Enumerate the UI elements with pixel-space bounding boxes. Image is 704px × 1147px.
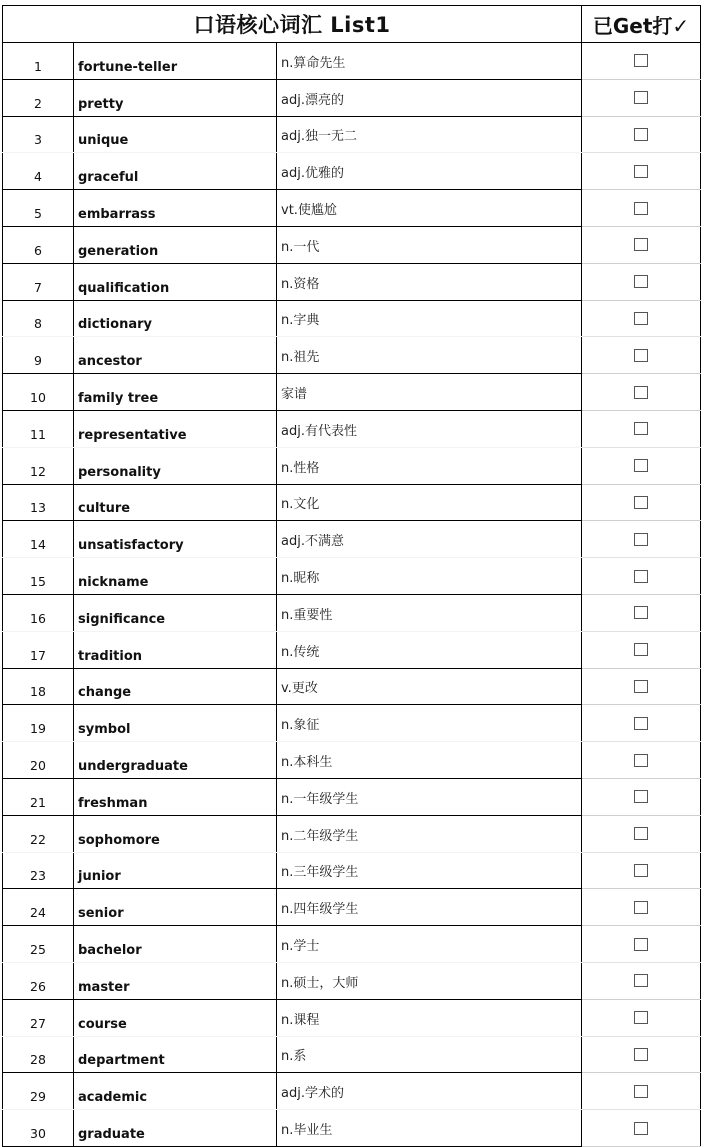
checkbox-cell: [582, 226, 701, 263]
chinese-definition: n.重要性: [277, 594, 582, 631]
table-row: [3, 1036, 701, 1073]
table-row: [3, 705, 701, 742]
row-number: 23: [3, 852, 74, 889]
chinese-definition: vt.使尴尬: [277, 190, 582, 227]
english-word: family tree: [74, 374, 277, 411]
mastered-checkbox[interactable]: [634, 128, 648, 141]
checkbox-cell: [582, 410, 701, 447]
checkbox-cell: [582, 668, 701, 705]
mastered-checkbox[interactable]: [634, 1085, 648, 1098]
mastered-checkbox[interactable]: [634, 864, 648, 877]
chinese-definition: n.二年级学生: [277, 815, 582, 852]
chinese-definition: n.资格: [277, 263, 582, 300]
checkbox-cell: [582, 521, 701, 558]
list-title-cell: [3, 6, 582, 43]
mastered-checkbox[interactable]: [634, 54, 648, 67]
row-number: 9: [3, 337, 74, 374]
chinese-definition: n.祖先: [277, 337, 582, 374]
row-number: 15: [3, 558, 74, 595]
english-word: qualification: [74, 263, 277, 300]
checkbox-cell: [582, 705, 701, 742]
list-title: 口语核心词汇 List1: [193, 13, 391, 37]
row-number: 26: [3, 962, 74, 999]
chinese-definition: n.三年级学生: [277, 852, 582, 889]
chinese-definition: n.硕士，大师: [277, 962, 582, 999]
row-number: 13: [3, 484, 74, 521]
row-number: 11: [3, 410, 74, 447]
row-number: 7: [3, 263, 74, 300]
checkbox-cell: [582, 263, 701, 300]
row-number: 1: [3, 43, 74, 80]
mastered-checkbox[interactable]: [634, 1011, 648, 1024]
checkbox-cell: [582, 116, 701, 153]
chinese-definition: n.文化: [277, 484, 582, 521]
english-word: tradition: [74, 631, 277, 668]
mastered-checkbox[interactable]: [634, 165, 648, 178]
row-number: 4: [3, 153, 74, 190]
checkbox-cell: [582, 962, 701, 999]
chinese-definition: n.昵称: [277, 558, 582, 595]
row-number: 16: [3, 594, 74, 631]
row-number: 17: [3, 631, 74, 668]
row-number: 21: [3, 778, 74, 815]
table-row: [3, 447, 701, 484]
chinese-definition: n.课程: [277, 999, 582, 1036]
mastered-checkbox[interactable]: [634, 1048, 648, 1061]
mastered-checkbox[interactable]: [634, 827, 648, 840]
english-word: academic: [74, 1073, 277, 1110]
mastered-checkbox[interactable]: [634, 790, 648, 803]
mastered-checkbox[interactable]: [634, 533, 648, 546]
chinese-definition: n.象征: [277, 705, 582, 742]
row-number: 6: [3, 226, 74, 263]
table-row: [3, 962, 701, 999]
english-word: personality: [74, 447, 277, 484]
checkbox-cell: [582, 447, 701, 484]
english-word: ancestor: [74, 337, 277, 374]
english-word: graduate: [74, 1110, 277, 1147]
mastered-checkbox[interactable]: [634, 606, 648, 619]
english-word: junior: [74, 852, 277, 889]
english-word: unique: [74, 116, 277, 153]
mastered-checkbox[interactable]: [634, 349, 648, 362]
table-row: [3, 153, 701, 190]
english-word: change: [74, 668, 277, 705]
vocabulary-sheet: [2, 5, 700, 1147]
table-row: [3, 337, 701, 374]
mastered-checkbox[interactable]: [634, 717, 648, 730]
mastered-checkbox[interactable]: [634, 202, 648, 215]
english-word: representative: [74, 410, 277, 447]
table-row: [3, 190, 701, 227]
row-number: 22: [3, 815, 74, 852]
row-number: 27: [3, 999, 74, 1036]
table-row: [3, 778, 701, 815]
mastered-checkbox[interactable]: [634, 938, 648, 951]
english-word: generation: [74, 226, 277, 263]
english-word: fortune-teller: [74, 43, 277, 80]
mastered-checkbox[interactable]: [634, 754, 648, 767]
chinese-definition: n.毕业生: [277, 1110, 582, 1147]
checkbox-cell: [582, 999, 701, 1036]
chinese-definition: n.字典: [277, 300, 582, 337]
row-number: 14: [3, 521, 74, 558]
row-number: 20: [3, 742, 74, 779]
english-word: nickname: [74, 558, 277, 595]
chinese-definition: n.系: [277, 1036, 582, 1073]
english-word: course: [74, 999, 277, 1036]
table-row: [3, 226, 701, 263]
checkbox-cell: [582, 1036, 701, 1073]
table-row: [3, 300, 701, 337]
english-word: graceful: [74, 153, 277, 190]
header-row: [3, 6, 701, 43]
english-word: unsatisfactory: [74, 521, 277, 558]
table-row: [3, 484, 701, 521]
checkbox-cell: [582, 153, 701, 190]
row-number: 3: [3, 116, 74, 153]
row-number: 2: [3, 79, 74, 116]
english-word: undergraduate: [74, 742, 277, 779]
chinese-definition: n.学士: [277, 926, 582, 963]
mastered-checkbox[interactable]: [634, 974, 648, 987]
checkbox-cell: [582, 778, 701, 815]
english-word: pretty: [74, 79, 277, 116]
row-number: 5: [3, 190, 74, 227]
english-word: senior: [74, 889, 277, 926]
checkbox-cell: [582, 300, 701, 337]
checkbox-cell: [582, 43, 701, 80]
checkbox-cell: [582, 889, 701, 926]
chinese-definition: n.算命先生: [277, 43, 582, 80]
row-number: 19: [3, 705, 74, 742]
checkbox-cell: [582, 594, 701, 631]
checkbox-cell: [582, 484, 701, 521]
table-row: [3, 999, 701, 1036]
checkbox-cell: [582, 558, 701, 595]
row-number: 28: [3, 1036, 74, 1073]
checkbox-cell: [582, 1073, 701, 1110]
mastered-checkbox[interactable]: [634, 91, 648, 104]
english-word: department: [74, 1036, 277, 1073]
english-word: bachelor: [74, 926, 277, 963]
chinese-definition: adj.学术的: [277, 1073, 582, 1110]
table-row: [3, 521, 701, 558]
table-row: [3, 631, 701, 668]
mastered-checkbox[interactable]: [634, 312, 648, 325]
vocabulary-table: [2, 5, 701, 1147]
table-row: [3, 558, 701, 595]
table-row: [3, 263, 701, 300]
word-list: [3, 43, 701, 1147]
table-row: [3, 1073, 701, 1110]
chinese-definition: adj.有代表性: [277, 410, 582, 447]
row-number: 10: [3, 374, 74, 411]
checkbox-cell: [582, 79, 701, 116]
chinese-definition: 家谱: [277, 374, 582, 411]
checkbox-cell: [582, 852, 701, 889]
table-row: [3, 43, 701, 80]
english-word: culture: [74, 484, 277, 521]
chinese-definition: adj.优雅的: [277, 153, 582, 190]
english-word: freshman: [74, 778, 277, 815]
chinese-definition: adj.独一无二: [277, 116, 582, 153]
english-word: master: [74, 962, 277, 999]
mastered-checkbox[interactable]: [634, 643, 648, 656]
table-row: [3, 374, 701, 411]
mastered-checkbox[interactable]: [634, 275, 648, 288]
table-row: [3, 889, 701, 926]
mastered-checkbox[interactable]: [634, 238, 648, 251]
row-number: 8: [3, 300, 74, 337]
table-row: [3, 594, 701, 631]
row-number: 12: [3, 447, 74, 484]
chinese-definition: v.更改: [277, 668, 582, 705]
english-word: significance: [74, 594, 277, 631]
chinese-definition: n.本科生: [277, 742, 582, 779]
chinese-definition: adj.漂亮的: [277, 79, 582, 116]
checkbox-cell: [582, 926, 701, 963]
table-row: [3, 668, 701, 705]
row-number: 18: [3, 668, 74, 705]
checkbox-cell: [582, 631, 701, 668]
mastered-checkbox[interactable]: [634, 422, 648, 435]
english-word: embarrass: [74, 190, 277, 227]
chinese-definition: n.四年级学生: [277, 889, 582, 926]
mastered-checkbox[interactable]: [634, 459, 648, 472]
row-number: 24: [3, 889, 74, 926]
chinese-definition: n.性格: [277, 447, 582, 484]
mastered-checkbox[interactable]: [634, 901, 648, 914]
checkbox-cell: [582, 742, 701, 779]
checkbox-cell: [582, 337, 701, 374]
checkbox-cell: [582, 190, 701, 227]
english-word: sophomore: [74, 815, 277, 852]
row-number: 29: [3, 1073, 74, 1110]
table-row: [3, 852, 701, 889]
english-word: dictionary: [74, 300, 277, 337]
chinese-definition: n.一代: [277, 226, 582, 263]
mastered-checkbox[interactable]: [634, 496, 648, 509]
chinese-definition: n.传统: [277, 631, 582, 668]
mastered-checkbox[interactable]: [634, 570, 648, 583]
table-row: [3, 79, 701, 116]
row-number: 25: [3, 926, 74, 963]
table-row: [3, 815, 701, 852]
mastered-checkbox[interactable]: [634, 386, 648, 399]
get-column-header: 已Get打✓: [592, 13, 690, 38]
english-word: symbol: [74, 705, 277, 742]
table-row: [3, 116, 701, 153]
checkbox-cell: [582, 1110, 701, 1147]
checkbox-cell: [582, 815, 701, 852]
mastered-checkbox[interactable]: [634, 680, 648, 693]
row-number: 30: [3, 1110, 74, 1147]
table-row: [3, 926, 701, 963]
mastered-checkbox[interactable]: [634, 1122, 648, 1135]
chinese-definition: n.一年级学生: [277, 778, 582, 815]
table-row: [3, 1110, 701, 1147]
table-row: [3, 742, 701, 779]
get-column-header-cell: [582, 6, 701, 43]
chinese-definition: adj.不满意: [277, 521, 582, 558]
checkbox-cell: [582, 374, 701, 411]
table-row: [3, 410, 701, 447]
